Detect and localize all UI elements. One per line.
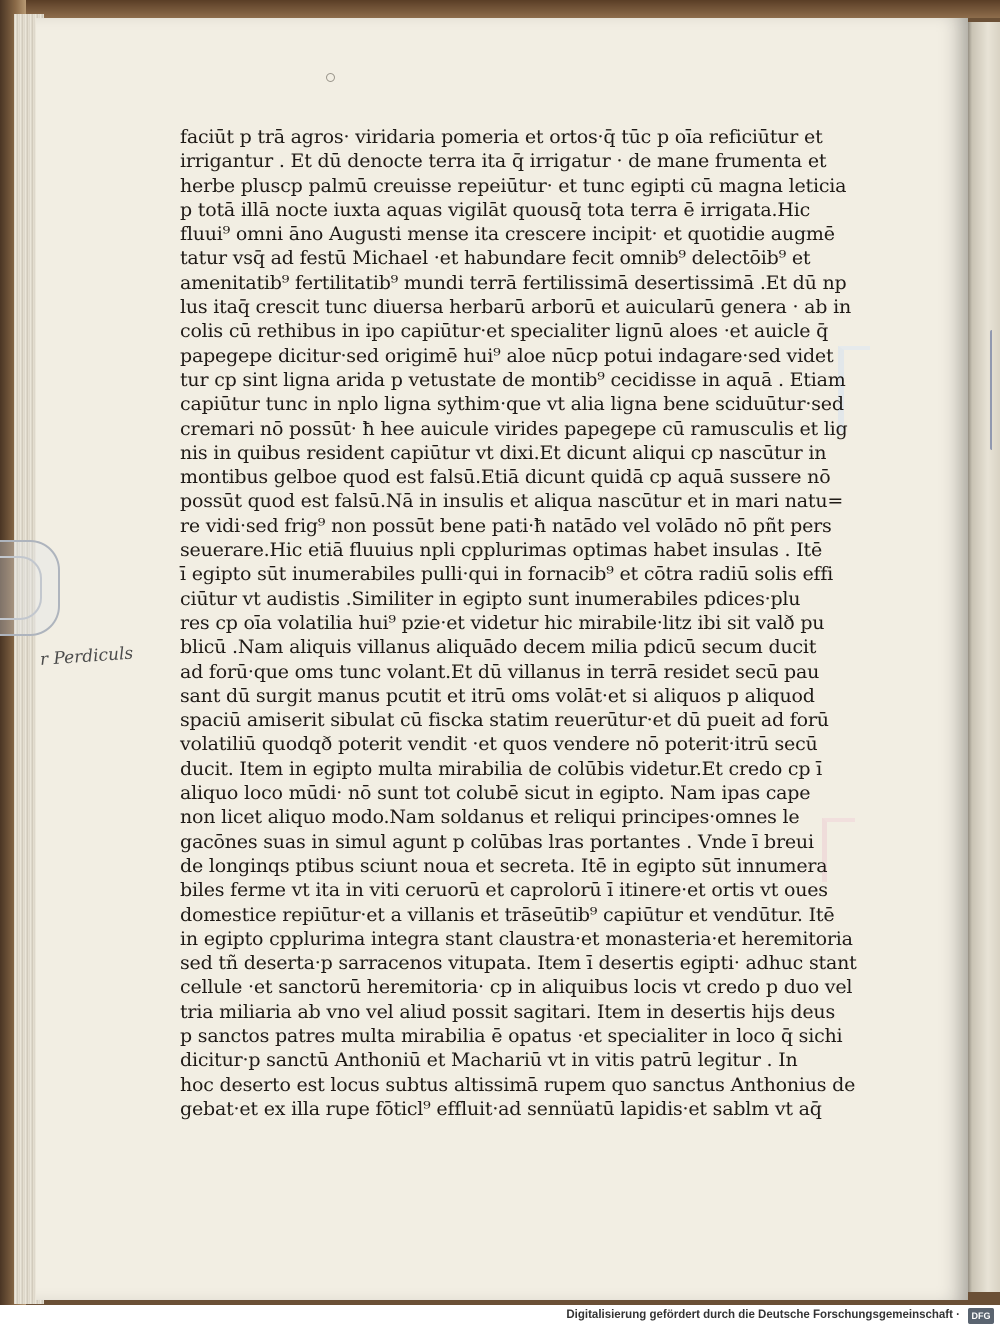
text-line: p sanctos patres multa mirabilia ē opatus ·et specialiter in loco q̄ sichi [180, 1024, 843, 1047]
text-line: ī egipto sūt inumerabiles pulli·qui in fornacib⁹ et cōtra radiū solis effi [180, 563, 834, 586]
page-hole [326, 73, 335, 82]
text-line: sant dū surgit manus pcutit et itrū oms volāt·et si aliquos p aliquod [180, 684, 815, 707]
text-line: possūt quod est falsū.Nā in insulis et aliqua nascūtur et in mari natu= [180, 490, 844, 513]
text-line: tur cp sint ligna arida p vetustate de montib⁹ cecidisse in aquā . Etiam [180, 368, 846, 391]
text-line: ciūtur vt audistis .Similiter in egipto sunt inumerabiles pdices·plu [180, 587, 801, 610]
text-line: fluui⁹ omni āno Augusti mense ita crescere incipit· et quotidie augmē [180, 223, 835, 246]
text-line: lus itaq̄ crescit tunc diuersa herbarū arborū et auicularū genera · ab in [180, 296, 852, 319]
text-line: ducit. Item in egipto multa mirabilia de colūbis videtur.Et credo cp ī [180, 757, 823, 780]
text-line: hoc deserto est locus subtus altissimā rupem quo sanctus Anthonius de [180, 1073, 856, 1096]
text-line: amenitatib⁹ fertilitatib⁹ mundi terrā fertilissimā desertissimā .Et dū np [180, 271, 847, 294]
text-line: faciūt p trā agros· viridaria pomeria et ortos·q̄ tūc p oīa reficiūtur et [180, 126, 823, 148]
text-line: res cp oīa volatilia hui⁹ pzie·et videtur hic mirabile·litz ibi sit valð pu [180, 611, 825, 634]
text-line: capiūtur tunc in nplo ligna sythim·que vt alia ligna bene sciduūtur·sed [180, 393, 844, 416]
text-line: cellule ·et sanctorū heremitoria· cp in aliquibus locis vt credo p duo vel [180, 976, 853, 999]
text-line: de longinqs ptibus sciunt noua et secreta. Itē in egipto sūt innumera [180, 854, 828, 877]
text-line: p totā illā nocte iuxta aquas vigilāt quousq̄ tota terra ē irrigata.Hic [180, 198, 811, 221]
text-line: herbe pluscp palmū creuisse repeiūtur· et tunc egipti cū magna leticia [180, 174, 847, 197]
text-line: papegepe dicitur·sed origimē hui⁹ aloe nūcp potui indagare·sed videt [180, 344, 834, 367]
text-line: sed tñ deserta·p sarracenos vitupata. Item ī desertis egipti· adhuc stant [180, 952, 857, 975]
text-line: domestice repiūtur·et a villanis et trāseūtib⁹ capiūtur et vendūtur. Itē [180, 903, 835, 926]
text-line: seuerare.Hic etiā fluuius npli cpplurimas optimas habet insulas . Itē [180, 539, 823, 562]
text-line: dicitur·p sanctū Anthoniū et Machariū vt in vitis patrū legitur . In [180, 1049, 798, 1072]
text-line: ad forū·que oms tunc volant.Et dū villanus in terrā residet secū pau [180, 660, 820, 683]
text-line: volatiliū quodqð poterit vendit ·et quos vendere nō poterit·itrū secū [180, 733, 818, 756]
text-line: tatur vsq̄ ad festū Michael ·et habundare fecit omnib⁹ delectōib⁹ et [180, 247, 811, 270]
text-line: biles ferme vt ita in viti ceruorū et caprolorū ī itinere·et ortis vt oues [180, 879, 828, 902]
text-line: tria miliaria ab vno vel aliud possit sagitari. Item in desertis hijs deus [180, 1000, 835, 1023]
text-line: in egipto cpplurima integra stant claustra·et monasteria·et heremitoria [180, 927, 853, 950]
dfg-logo: DFG [968, 1308, 994, 1324]
text-line: re vidi·sed frig⁹ non possūt bene pati·ħ natādo vel volādo nō pñt pers [180, 514, 832, 537]
text-line: aliquo loco mūdi· nō sunt tot colubē sicut in egipto. Nam ipas cape [180, 782, 811, 805]
text-line: montibus gelboe quod est falsū.Etiā dicunt quidā cp aquā sussere nō [180, 466, 831, 489]
footer-credit: Digitalisierung gefördert durch die Deutsche Forschungsgemeinschaft · [566, 1309, 960, 1321]
text-block [180, 125, 857, 1121]
facing-page-ink-mark [990, 330, 995, 450]
text-line: non licet aliquo modo.Nam soldanus et reliqui principes·omnes le [180, 806, 800, 829]
text-line: irrigantur . Et dū denocte terra ita q̄ irrigatur · de mane frumenta et [180, 150, 827, 173]
text-line: gebat·et ex illa rupe fōticl⁹ effluit·ad sennüatū lapidis·et sablm vt aq̄ [180, 1097, 822, 1120]
paper-clip-inner [0, 556, 42, 620]
text-line: gacōnes suas in simul agunt p colūbas lras portantes . Vnde ī breui [180, 830, 814, 853]
book-cover-top [0, 0, 1000, 18]
handwritten-margin-note: r Perdiculs [39, 643, 134, 670]
text-line: spaciū amiserit sibulat cū fiscka statim reuerūtur·et dū pueit ad forū [180, 709, 829, 732]
footer [0, 1305, 1000, 1328]
text-line: blicū .Nam aliquis villanus aliquādo decem milia pdicū secum ducit [180, 636, 817, 659]
text-line: nis in quibus resident capiūtur vt dixi.Et dicunt aliqui cp nascūtur in [180, 441, 827, 464]
text-line: cremari nō possūt· ħ hee auicule virides papegepe cū ramusculis et lig [180, 417, 848, 440]
text-line: colis cū rethibus in ipo capiūtur·et specialiter lignū aloes ·et auicle q̄ [180, 320, 829, 343]
